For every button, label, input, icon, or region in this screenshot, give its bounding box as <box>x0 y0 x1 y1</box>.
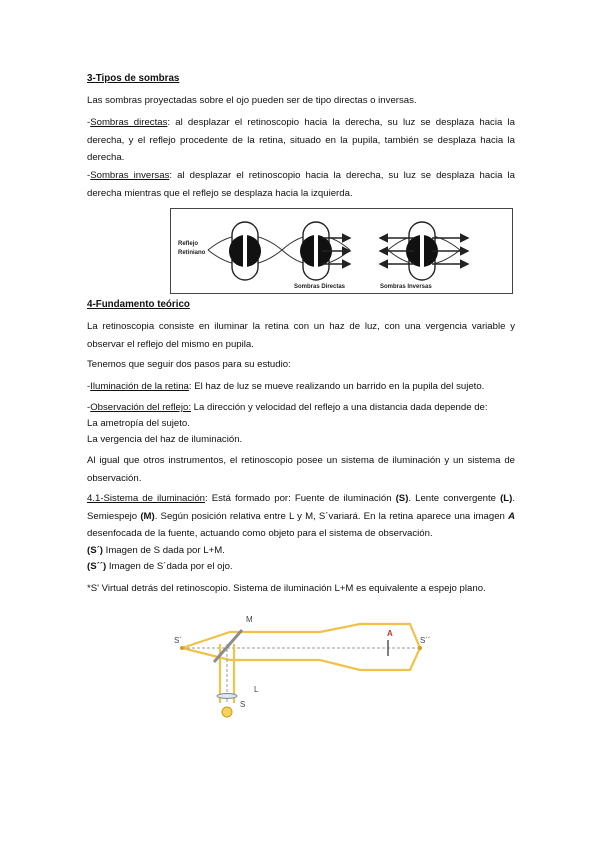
point-s-prime <box>180 646 184 650</box>
point-s-double-prime <box>418 646 422 650</box>
lente-l <box>217 694 237 699</box>
nota-espejo-plano: *S' Virtual detrás del retinoscopio. Sistema de iluminación L+M es equivalente a espejo plano. <box>87 583 486 594</box>
sistema-iluminacion-paragraph: 4.1-Sistema de iluminación: Está formado por: Fuente de iluminación (S). Lente convergente (L). Semiespejo (M). Según posición relativa entre L y M, S´variará. En la retina aparece una imagen A desenfocada de la fuente, actuando como objeto para el sistema de observación. <box>87 493 516 539</box>
sistema-iluminacion-term: 4.1-Sistema de iluminación <box>87 493 205 504</box>
section-3-heading: 3-Tipos de sombras <box>87 73 180 84</box>
sombras-directas-term: Sombras directas <box>90 117 168 128</box>
section-4-heading: 4-Fundamento teórico <box>87 299 190 310</box>
iluminacion-retina-text: : El haz de luz se mueve realizando un barrido en la pupila del sujeto. <box>188 381 485 392</box>
ametropia-line: La ametropía del sujeto. <box>87 418 190 429</box>
observacion-reflejo-paragraph: -Observación del reflejo: La dirección y velocidad del reflejo a una distancia dada depende de: La ametropía del sujeto. La vergencia del haz de iluminación. <box>87 400 515 448</box>
shadow-types-figure <box>170 208 513 294</box>
imagenes-list: (S´) Imagen de S dada por L+M. (S´´) Imagen de S´dada por el ojo. <box>87 545 233 572</box>
label-s-double-prime: S´´ <box>420 636 431 645</box>
sombras-inversas-paragraph: -Sombras inversas: al desplazar el retinoscopio hacia la derecha, su luz se desplaza hacia la derecha mientras que el reflejo se desplaza hacia la izquierda. <box>87 170 516 199</box>
retinoscopia-paragraph: La retinoscopia consiste en iluminar la retina con un haz de luz, con una vergencia variable y observar el reflejo del mismo en pupila. <box>87 321 515 350</box>
iluminacion-retina-term: Iluminación de la retina <box>90 381 189 392</box>
label-s-prime: S´ <box>174 636 182 645</box>
fuente-s-icon <box>222 707 232 717</box>
instrumentos-paragraph: Al igual que otros instrumentos, el retinoscopio posee un sistema de iluminación y un sistema de observación. <box>87 455 515 484</box>
label-s: S <box>240 700 246 709</box>
sombras-inversas-text: : al desplazar el retinoscopio hacia la derecha, su luz se desplaza hacia la derecha mientras que el reflejo se desplaza hacia la izquierda. <box>87 170 516 199</box>
label-l: L <box>254 685 259 694</box>
beam-upper-edge <box>182 624 420 648</box>
sombras-inversas-term: Sombras inversas <box>90 170 170 181</box>
label-retiniano: Retiniano <box>178 250 206 256</box>
sombras-directas-paragraph: -Sombras directas: al desplazar el retinoscopio hacia la derecha, su luz se desplaza hacia la derecha, y el reflejo procedente de la retina, situado en la pupila, también se desplaza hacia la derecha. <box>87 117 515 163</box>
observacion-reflejo-text: La dirección y velocidad del reflejo a una distancia dada depende de: <box>191 402 488 413</box>
section-3-intro: Las sombras proyectadas sobre el ojo pueden ser de tipo directas o inversas. <box>87 95 417 106</box>
pasos-paragraph: Tenemos que seguir dos pasos para su estudio: <box>87 359 291 370</box>
label-reflejo: Reflejo <box>178 241 199 247</box>
observacion-reflejo-term: Observación del reflejo: <box>90 402 191 413</box>
label-sombras-inversas: Sombras Inversas <box>380 284 432 290</box>
vergencia-line: La vergencia del haz de iluminación. <box>87 434 243 445</box>
iluminacion-retina-paragraph: -Iluminación de la retina: El haz de luz se mueve realizando un barrido en la pupila del sujeto. <box>87 381 485 392</box>
label-sombras-directas: Sombras Directas <box>294 284 346 290</box>
label-a: A <box>387 629 393 638</box>
illumination-system-figure <box>170 610 445 720</box>
label-m: M <box>246 615 253 624</box>
sombras-directas-text: : al desplazar el retinoscopio hacia la derecha, su luz se desplaza hacia la derecha, y el reflejo procedente de la retina, situado en la pupila, también se desplaza hacia la derecha. <box>87 117 515 163</box>
